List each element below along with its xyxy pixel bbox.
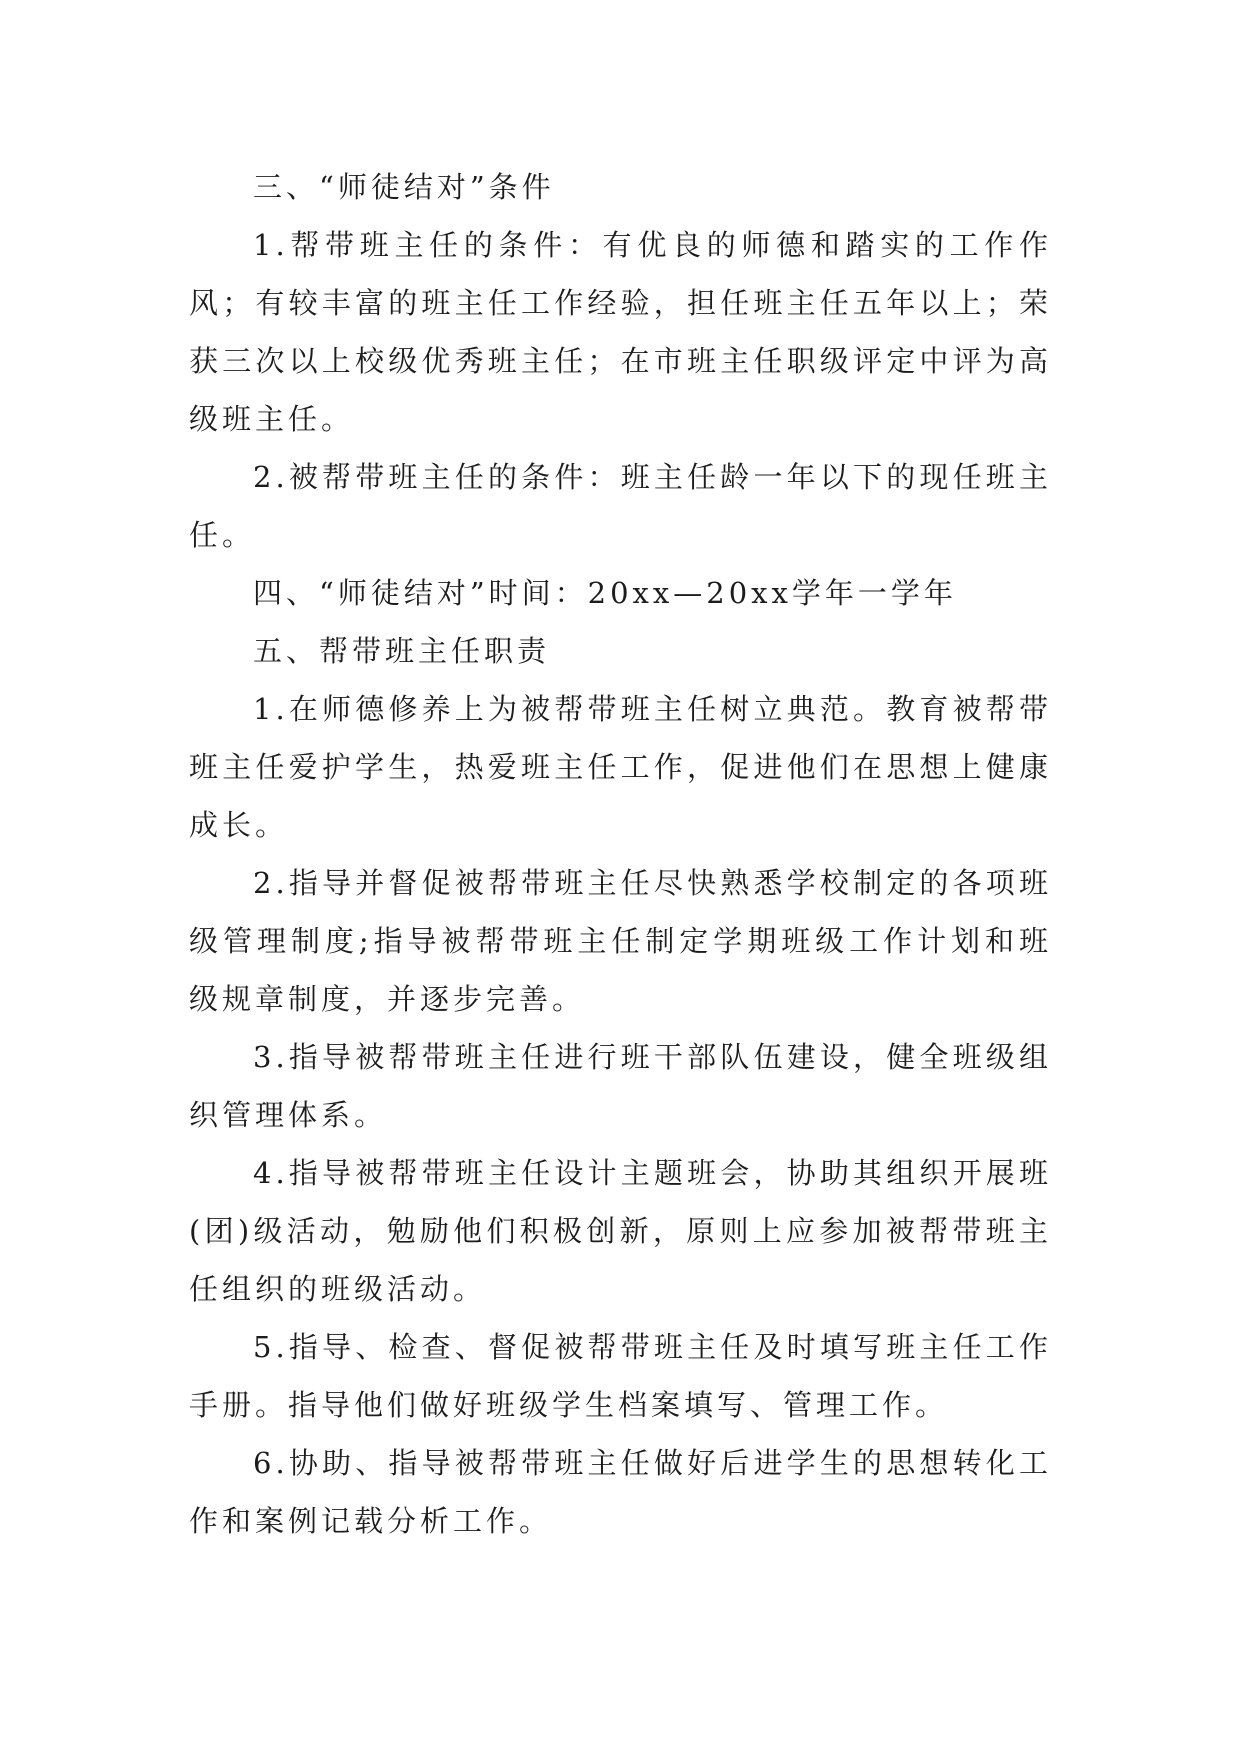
section-heading-time: 四、“师徒结对”时间：20xx—20xx学年一学年 <box>253 576 957 610</box>
paragraph-mentor-conditions: 1.帮带班主任的条件：有优良的师德和踏实的工作作风；有较丰富的班主任工作经验，担任班主任五年以上；荣获三次以上校级优秀班主任；在市班主任职级评定中评为高级班主任。 <box>189 228 1052 436</box>
paragraph-duty-5: 5.指导、检查、督促被帮带班主任及时填写班主任工作手册。指导他们做好班级学生档案填写、管理工作。 <box>189 1330 1052 1422</box>
section-heading-conditions: 三、“师徒结对”条件 <box>253 170 555 204</box>
document-body <box>189 158 1052 1550</box>
paragraph-duty-4: 4.指导被帮带班主任设计主题班会，协助其组织开展班(团)级活动，勉励他们积极创新，原则上应参加被帮带班主任组织的班级活动。 <box>189 1156 1052 1306</box>
paragraph-duty-3: 3.指导被帮带班主任进行班干部队伍建设，健全班级组织管理体系。 <box>189 1040 1052 1132</box>
paragraph-duty-6: 6.协助、指导被帮带班主任做好后进学生的思想转化工作和案例记载分析工作。 <box>189 1446 1052 1538</box>
paragraph-duty-2: 2.指导并督促被帮带班主任尽快熟悉学校制定的各项班级管理制度;指导被帮带班主任制定学期班级工作计划和班级规章制度，并逐步完善。 <box>189 866 1052 1016</box>
section-heading-duties: 五、帮带班主任职责 <box>253 634 551 668</box>
paragraph-mentee-conditions: 2.被帮带班主任的条件：班主任龄一年以下的现任班主任。 <box>189 460 1052 552</box>
paragraph-duty-1: 1.在师德修养上为被帮带班主任树立典范。教育被帮带班主任爱护学生，热爱班主任工作，促进他们在思想上健康成长。 <box>189 692 1052 842</box>
